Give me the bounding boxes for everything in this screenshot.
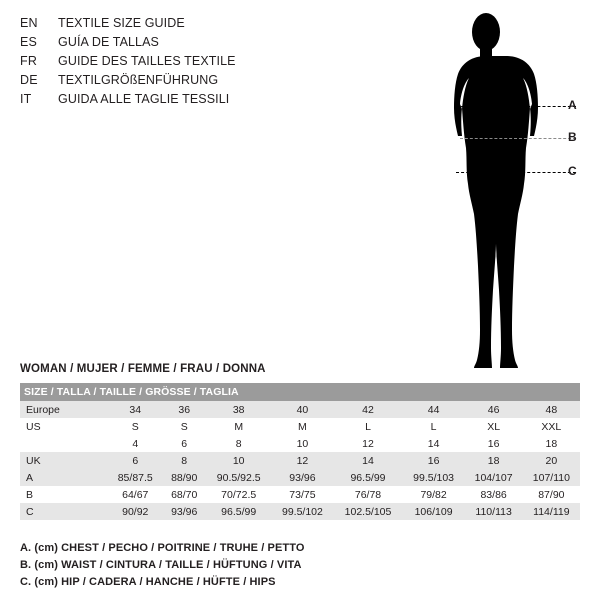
hip-measure-label: C [568, 164, 577, 178]
language-title: GUÍA DE TALLAS [58, 35, 159, 49]
cell: 4 [108, 435, 163, 452]
language-row [20, 16, 320, 35]
row-label: B [20, 486, 108, 503]
cell: 87/90 [523, 486, 580, 503]
cell: 10 [206, 452, 272, 469]
cell: S [163, 418, 206, 435]
cell: 90/92 [108, 503, 163, 520]
note-chest: A. (cm) CHEST / PECHO / POITRINE / TRUHE / PETTO [20, 542, 305, 554]
cell: 36 [163, 401, 206, 418]
note-hip: C. (cm) HIP / CADERA / HANCHE / HÜFTE / HIPS [20, 576, 276, 588]
cell: 68/70 [163, 486, 206, 503]
cell: 79/82 [403, 486, 465, 503]
row-label: A [20, 469, 108, 486]
female-body-figure [420, 8, 590, 378]
cell: 70/72.5 [206, 486, 272, 503]
cell: 107/110 [523, 469, 580, 486]
cell: 38 [206, 401, 272, 418]
cell: 102.5/105 [333, 503, 402, 520]
language-title: TEXTILGRÖßENFÜHRUNG [58, 73, 219, 87]
language-code: FR [20, 54, 38, 68]
row-label: C [20, 503, 108, 520]
language-row [20, 92, 320, 111]
table-header-row [20, 383, 580, 401]
note-waist: B. (cm) WAIST / CINTURA / TAILLE / HÜFTUNG / VITA [20, 559, 302, 571]
cell: 14 [403, 435, 465, 452]
cell: 114/119 [523, 503, 580, 520]
size-table [20, 383, 580, 520]
language-code: ES [20, 35, 38, 49]
cell: S [108, 418, 163, 435]
cell: 83/86 [465, 486, 523, 503]
cell: 12 [333, 435, 402, 452]
row-label: US [20, 418, 108, 435]
cell: 34 [108, 401, 163, 418]
cell: 76/78 [333, 486, 402, 503]
cell: 64/67 [108, 486, 163, 503]
cell: 99.5/103 [403, 469, 465, 486]
cell: 44 [403, 401, 465, 418]
cell: 104/107 [465, 469, 523, 486]
language-code: IT [20, 92, 32, 106]
table-row [20, 486, 580, 503]
cell: 42 [333, 401, 402, 418]
cell: 16 [465, 435, 523, 452]
language-row [20, 73, 320, 92]
table-row [20, 503, 580, 520]
cell: 88/90 [163, 469, 206, 486]
language-title: TEXTILE SIZE GUIDE [58, 16, 185, 30]
language-title: GUIDA ALLE TAGLIE TESSILI [58, 92, 230, 106]
cell: 99.5/102 [271, 503, 333, 520]
cell: 73/75 [271, 486, 333, 503]
cell: 93/96 [271, 469, 333, 486]
cell: 85/87.5 [108, 469, 163, 486]
cell: 46 [465, 401, 523, 418]
table-row [20, 418, 580, 435]
cell: 14 [333, 452, 402, 469]
cell: M [271, 418, 333, 435]
measurement-notes [20, 540, 580, 591]
table-category-title: WOMAN / MUJER / FEMME / FRAU / DONNA [20, 363, 266, 375]
cell: 20 [523, 452, 580, 469]
table-row [20, 435, 580, 452]
language-title-block [20, 16, 320, 111]
cell: 18 [465, 452, 523, 469]
cell: 93/96 [163, 503, 206, 520]
cell: L [333, 418, 402, 435]
cell: M [206, 418, 272, 435]
cell: 96.5/99 [206, 503, 272, 520]
cell: 10 [271, 435, 333, 452]
cell: XXL [523, 418, 580, 435]
table-row [20, 452, 580, 469]
cell: XL [465, 418, 523, 435]
cell: 110/113 [465, 503, 523, 520]
cell: 90.5/92.5 [206, 469, 272, 486]
cell: 106/109 [403, 503, 465, 520]
hip-measure-line [456, 172, 576, 173]
cell: 8 [163, 452, 206, 469]
cell: L [403, 418, 465, 435]
chest-measure-label: A [568, 98, 577, 112]
cell: 48 [523, 401, 580, 418]
female-silhouette-icon [420, 8, 590, 378]
table-header-label: SIZE / TALLA / TAILLE / GRÖSSE / TAGLIA [20, 383, 580, 401]
cell: 40 [271, 401, 333, 418]
cell: 18 [523, 435, 580, 452]
table-row [20, 469, 580, 486]
language-title: GUIDE DES TAILLES TEXTILE [58, 54, 236, 68]
cell: 12 [271, 452, 333, 469]
cell: 96.5/99 [333, 469, 402, 486]
chest-measure-line [456, 106, 576, 107]
language-code: EN [20, 16, 38, 30]
row-label [20, 435, 108, 452]
waist-measure-label: B [568, 130, 577, 144]
row-label: UK [20, 452, 108, 469]
language-row [20, 54, 320, 73]
cell: 8 [206, 435, 272, 452]
cell: 16 [403, 452, 465, 469]
cell: 6 [108, 452, 163, 469]
language-code: DE [20, 73, 38, 87]
cell: 6 [163, 435, 206, 452]
table-row [20, 401, 580, 418]
language-row [20, 35, 320, 54]
row-label: Europe [20, 401, 108, 418]
waist-measure-line [460, 138, 576, 139]
